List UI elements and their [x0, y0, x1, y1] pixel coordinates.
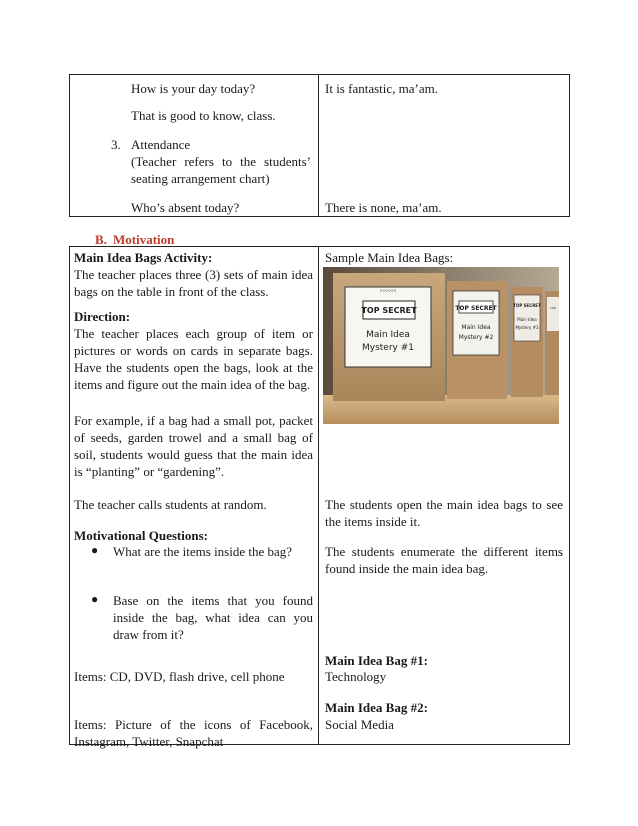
bag2-line2: Mystery #2: [458, 334, 494, 341]
example-text: For example, if a bag had a small pot, packet of seeds, garden trowel and a small bag of soil, students would guess that the main idea is “planting” or “gardening”.: [74, 413, 313, 479]
answer-none: There is none, ma’am.: [325, 200, 442, 215]
question-items: What are the items inside the bag?: [113, 544, 293, 559]
bag1-title: Main Idea Bag #1:: [325, 653, 428, 668]
response-enumerate: The students enumerate the different items found inside the main idea bag.: [325, 544, 563, 576]
motivation-table-divider: [318, 246, 319, 744]
activity-title: Main Idea Bags Activity:: [74, 250, 213, 265]
bag2-tag: TOP SECRET: [455, 305, 497, 312]
attendance-note-line2: seating arrangement chart): [131, 171, 270, 186]
sample-label: Sample Main Idea Bags:: [325, 250, 454, 265]
attendance-note-line1: (Teacher refers to the students’: [131, 154, 311, 169]
bag1-line2: Mystery #1: [361, 343, 415, 353]
response-open-bags: The students open the main idea bags to see the items inside it.: [325, 497, 563, 529]
direction-text: The teacher places each group of item or pictures or words on cards in separate bags. Have the students open the bags, look at the items and figure out the main idea of the bag.: [74, 326, 313, 392]
bag2-value: Social Media: [325, 717, 394, 732]
bag2-title: Main Idea Bag #2:: [325, 700, 428, 715]
bag3-line1: Main Idea: [517, 317, 537, 322]
bag4-tag: TOP: [549, 306, 557, 310]
bag1-line1: Main Idea: [366, 330, 410, 340]
question-idea-line2: inside the bag, what idea can you: [113, 610, 313, 625]
question-absent: Who’s absent today?: [131, 200, 240, 215]
svg-text:◦◦◦◦◦◦: ◦◦◦◦◦◦: [379, 286, 397, 295]
items-social-line1: Items: Picture of the icons of Facebook,: [74, 717, 313, 732]
calls-text: The teacher calls students at random.: [74, 497, 267, 512]
bag3-tag: TOP SECRET: [513, 303, 541, 308]
answer-fantastic: It is fantastic, ma’am.: [325, 81, 438, 96]
activity-text: The teacher places three (3) sets of main idea bags on the table in front of the class.: [74, 267, 313, 299]
question-idea-line1: Base on the items that you found: [113, 593, 313, 608]
question-day: How is your day today?: [131, 81, 256, 96]
bullet-icon: ●: [91, 543, 99, 557]
items-tech: Items: CD, DVD, flash drive, cell phone: [74, 669, 285, 684]
main-idea-bags-photo: [323, 267, 559, 424]
bag1-tag: TOP SECRET: [361, 306, 417, 315]
bag2-line1: Main Idea: [461, 324, 491, 331]
section-title: Motivation: [113, 232, 175, 247]
reply-good: That is good to know, class.: [131, 108, 276, 123]
greeting-table-divider: [318, 74, 319, 216]
section-letter: B.: [95, 232, 107, 247]
bullet-icon: ●: [91, 592, 99, 606]
bag3-line2: Mystery #3: [515, 325, 539, 330]
attendance-title: Attendance: [131, 137, 191, 152]
questions-title: Motivational Questions:: [74, 528, 208, 543]
question-idea-line3: draw from it?: [113, 627, 184, 642]
bag1-value: Technology: [325, 669, 387, 684]
item-number: 3.: [111, 137, 121, 152]
direction-title: Direction:: [74, 309, 131, 324]
items-social-line2: Instagram, Twitter, Snapchat: [74, 734, 224, 749]
